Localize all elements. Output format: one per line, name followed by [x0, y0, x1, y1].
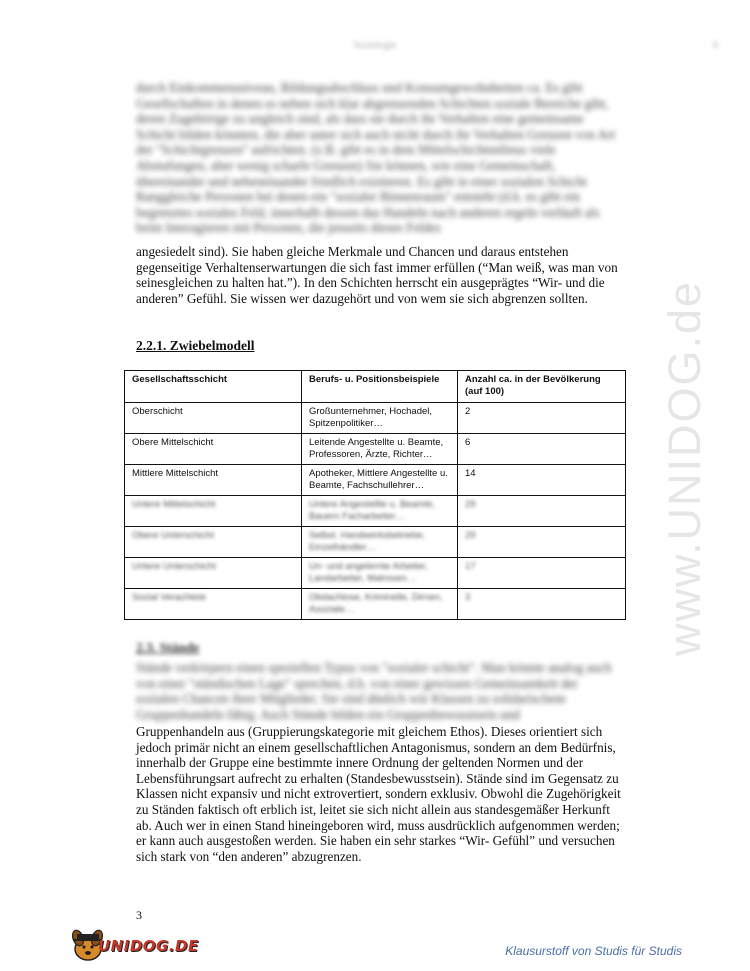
page-header — [0, 40, 750, 56]
table-cell: Apotheker, Mittlere Angestellte u. Beamte, Fachschullehrer… — [302, 465, 458, 496]
paragraph-blurred-2 — [136, 660, 621, 722]
section-heading-staende: 2.3. Stände — [136, 640, 200, 655]
watermark-text: www.UNIDOG.de — [659, 279, 710, 657]
paragraph-1 — [136, 244, 621, 306]
page-number: 3 — [136, 908, 142, 922]
table-cell: Obere Mittelschicht — [125, 434, 302, 465]
table-cell: Selbst. Handwerksbetriebe, Einzelhändler… — [302, 527, 458, 558]
table-cell: Oberschicht — [125, 403, 302, 434]
table-cell: Un- und angelernte Arbeiter, Landarbeiter, Matrosen… — [302, 558, 458, 589]
paragraph-text: angesiedelt sind). Sie haben gleiche Merkmale und Chancen und daraus entstehen gegenseitige Verhaltenserwartungen die sich fast immer erfüllen (“Man weiß, was man von seinesgleichen zu halten hat.”). In den Schichten herrscht ein ausgeprägtes “Wir- und die anderen” Gefühl. Sie wissen wer dazugehört und von wem sie sich abgrenzen sollten. — [136, 244, 618, 306]
table-row-blurred — [125, 589, 626, 620]
table-cell: Untere Mittelschicht — [125, 496, 302, 527]
table-cell: 6 — [458, 434, 626, 465]
table-cell: Obere Unterschicht — [125, 527, 302, 558]
table-row-blurred — [125, 558, 626, 589]
paragraph-blurred-1 — [136, 80, 621, 236]
table-cell: 29 — [458, 496, 626, 527]
section-heading-zwiebelmodell: 2.2.1. Zwiebelmodell — [136, 338, 255, 353]
unidog-logo — [68, 925, 199, 963]
table-cell: Mittlere Mittelschicht — [125, 465, 302, 496]
table-cell: Leitende Angestellte u. Beamte, Professoren, Ärzte, Richter… — [302, 434, 458, 465]
watermark — [655, 268, 715, 668]
table-cell: Untere Unterschicht — [125, 558, 302, 589]
table-cell: Sozial Verachtete — [125, 589, 302, 620]
table-header-row — [125, 371, 626, 403]
footer-slogan: Klausurstoff von Studis für Studis — [505, 944, 682, 958]
paragraph-text: durch Einkommensniveau, Bildungsabschluss und Konsumgewohnheiten ca. Es gibt Gesellschaften in denen es neben sich klar abgrenzenden Schichten soziale Bereiche gibt, deren Zugehörige zu ungleich sind, als dass sie durch ihr Verhalten eine gemeinsame Schicht bilden könnten, die aber unter sich auch nicht durch ihr Verhalten Grenzen von Art der "Schichtgrenzen" aufrichten. (z.B. gibt es in dem Mittelschichtmilieus viele Abstufungen, aber wenig scharfe Grenzen) Sie können, wie eine Gemeinschaft, übereinander und nebeneinander friedlich existieren. Es gibt in einer sozialen Schicht Ranggleiche Personen bei denen ein "sozialer Binnenraum" entsteht (d.h. es gibt ein begrenztes soziales Feld, innerhalb dessen das Handeln nach anderen regeln verläuft als beim Interagieren mit Personen, die jenseits dieses Feldes — [136, 80, 616, 236]
header-page-ref: 6 — [713, 40, 718, 51]
paragraph-2 — [136, 724, 621, 864]
table-cell: Untere Angestellte u. Beamte, Bauern Facharbeiter… — [302, 496, 458, 527]
table-cell: 14 — [458, 465, 626, 496]
class-table — [124, 370, 626, 620]
paragraph-text: Gruppenhandeln aus (Gruppierungskategorie mit gleichem Ethos). Dieses orientiert sich jedoch primär nicht an einem gesellschaftlichen Antagonismus, sondern an dem Bedürfnis, innerhalb der Gruppe eine bestimmte innere Ordnung der geltenden Normen und der Lebensführungsart aufrecht zu erhalten (Standesbewusstsein). Stände sind im Gegensatz zu Klassen nicht expansiv und nicht extrovertiert, sondern exklusiv. Obwohl die Zugehörigkeit zu Ständen faktisch oft erblich ist, leitet sie sich nicht allein aus standesgemäßer Herkunft ab. Auch wer in einen Stand hineingeboren wird, muss ausdrücklich aufgenommen werden; er kann auch ausgestoßen werden. Sie haben ein sehr starkes “Wir- Gefühl” und versuchen sich stark von “den anderen” abzugrenzen. — [136, 724, 621, 864]
table-row — [125, 465, 626, 496]
table-row-blurred — [125, 527, 626, 558]
table-cell: 2 — [458, 403, 626, 434]
table-cell: 29 — [458, 527, 626, 558]
table-cell: 17 — [458, 558, 626, 589]
logo-text: UNIDOG.DE — [98, 937, 199, 955]
table-header-cell: Anzahl ca. in der Bevölkerung (auf 100) — [458, 371, 626, 403]
table-cell: Großunternehmer, Hochadel, Spitzenpolitiker… — [302, 403, 458, 434]
table-row — [125, 403, 626, 434]
table-row-blurred — [125, 496, 626, 527]
table-header-cell: Gesellschaftsschicht — [125, 371, 302, 403]
table-row — [125, 434, 626, 465]
table-cell: 3 — [458, 589, 626, 620]
table-header-cell: Berufs- u. Positionsbeispiele — [302, 371, 458, 403]
table-cell: Obdachlose, Kriminelle, Dirnen, Asoziale… — [302, 589, 458, 620]
header-title: Soziologie — [353, 40, 397, 51]
paragraph-text: Stände verkörpern einen speziellen Typus von "sozialer schicht". Man könnte analog auch von einer "ständischen Lage" sprechen, d.h. von einer gewissen Gemeinsamkeit der sozialen Chancen ihrer Mitglieder. Sie sind ähnlich wie Klassen zu solidarischem Gruppenhandeln fähig. Auch Stände bilden ein Gruppenbewusstsein und — [136, 660, 612, 722]
